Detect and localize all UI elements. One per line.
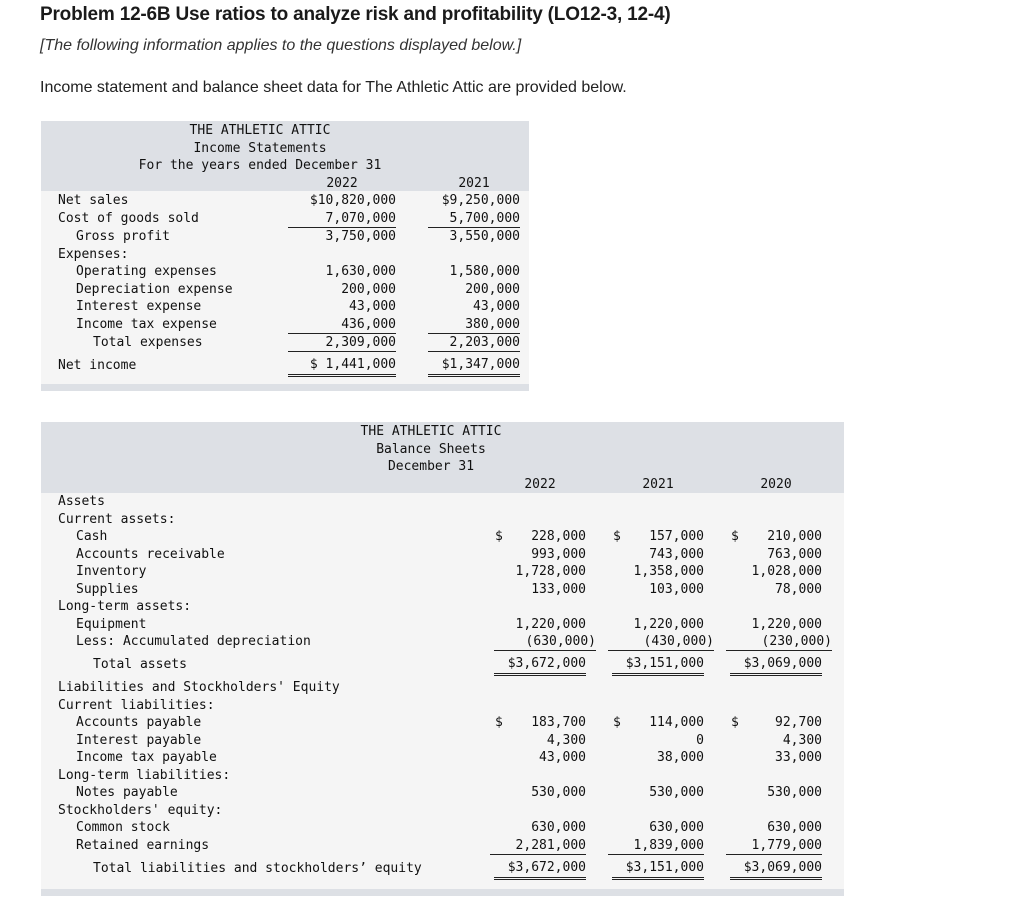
bs-label-equipment: Equipment <box>76 617 147 632</box>
bs-total-assets-2021: $3,151,000 <box>612 655 704 676</box>
bs-label-current-assets: Current assets: <box>58 512 176 527</box>
bs-label-long-term-liab: Long-term liabilities: <box>58 768 231 783</box>
bs-label-notes-payable: Notes payable <box>76 785 178 800</box>
bs-inventory-2021: 1,358,000 <box>633 564 704 579</box>
is-cogs-2022: 7,070,000 <box>288 210 396 228</box>
is-label-gross-profit: Gross profit <box>76 229 170 244</box>
is-label-tax: Income tax expense <box>76 317 217 332</box>
is-total-expenses-2021: 2,203,000 <box>428 334 520 352</box>
bs-int-payable-2022: 4,300 <box>546 733 586 748</box>
is-label-cogs: Cost of goods sold <box>58 211 199 226</box>
problem-title: Problem 12-6B Use ratios to analyze risk and profitability (LO12-3, 12-4) <box>40 4 671 25</box>
bs-label-total-assets: Total assets <box>93 657 187 672</box>
bs-ap-2022: 183,700 <box>531 715 586 730</box>
is-label-total-expenses: Total expenses <box>93 335 203 350</box>
bs-label-long-term-assets: Long-term assets: <box>58 599 192 614</box>
is-label-operating: Operating expenses <box>76 264 217 279</box>
bs-notes-payable-2021: 530,000 <box>649 785 704 800</box>
bs-inventory-2022: 1,728,000 <box>515 564 586 579</box>
is-period: For the years ended December 31 <box>138 158 382 173</box>
bs-cash-2022: 228,000 <box>531 529 586 544</box>
bs-equipment-2022: 1,220,000 <box>515 617 586 632</box>
bs-inventory-2020: 1,028,000 <box>751 564 822 579</box>
bs-label-total-le: Total liabilities and stockholders’ equity <box>93 861 422 876</box>
is-interest-2021: 43,000 <box>473 299 520 314</box>
bs-ap-2020: 92,700 <box>775 715 822 730</box>
bs-supplies-2022: 133,000 <box>531 582 586 597</box>
bs-label-current-liab: Current liabilities: <box>58 698 215 713</box>
is-net-sales-2022: $10,820,000 <box>309 193 396 208</box>
bs-total-assets-2020: $3,069,000 <box>730 655 822 676</box>
bs-cash-2021: 157,000 <box>649 529 704 544</box>
bs-label-tax-payable: Income tax payable <box>76 750 217 765</box>
bs-total-assets-2022: $3,672,000 <box>494 655 586 676</box>
bs-accum-dep-2022: (630,000) <box>494 633 596 651</box>
bs-total-le-2021: $3,151,000 <box>612 859 704 880</box>
bs-label-equity: Stockholders' equity: <box>58 803 223 818</box>
bs-tax-payable-2021: 38,000 <box>657 750 704 765</box>
is-cogs-2021: 5,700,000 <box>428 210 520 228</box>
bs-label-supplies: Supplies <box>76 582 139 597</box>
is-label-expenses: Expenses: <box>58 247 129 262</box>
is-year-2021: 2021 <box>458 176 490 191</box>
is-total-expenses-2022: 2,309,000 <box>288 334 396 352</box>
bs-total-le-2020: $3,069,000 <box>730 859 822 880</box>
bs-company-name: THE ATHLETIC ATTIC <box>360 424 502 439</box>
bs-ar-2022: 993,000 <box>531 547 586 562</box>
bs-label-int-payable: Interest payable <box>76 733 202 748</box>
is-company-name: THE ATHLETIC ATTIC <box>189 123 331 138</box>
bs-retained-2021: 1,839,000 <box>608 837 704 855</box>
bs-total-le-2022: $3,672,000 <box>494 859 586 880</box>
bs-notes-payable-2020: 530,000 <box>767 785 822 800</box>
is-net-income-2021: $1,347,000 <box>428 356 520 377</box>
is-statement-name: Income Statements <box>193 141 327 156</box>
bs-int-payable-2020: 4,300 <box>782 733 822 748</box>
bs-label-inventory: Inventory <box>76 564 147 579</box>
is-tax-2021: 380,000 <box>428 316 520 334</box>
is-depreciation-2021: 200,000 <box>465 282 520 297</box>
is-gross-profit-2022: 3,750,000 <box>325 229 396 244</box>
bs-statement-name: Balance Sheets <box>376 442 486 457</box>
bs-dollar-cash-2021: $ <box>613 529 621 544</box>
problem-subtitle: [The following information applies to the questions displayed below.] <box>40 37 522 54</box>
bs-ap-2021: 114,000 <box>649 715 704 730</box>
bs-label-ar: Accounts receivable <box>76 547 225 562</box>
bs-year-2022: 2022 <box>524 477 556 492</box>
bs-dollar-ap-2022: $ <box>495 715 503 730</box>
intro-text: Income statement and balance sheet data for The Athletic Attic are provided below. <box>40 79 627 96</box>
bs-label-liab-equity: Liabilities and Stockholders' Equity <box>58 680 340 695</box>
bs-equipment-2020: 1,220,000 <box>751 617 822 632</box>
bs-label-common-stock: Common stock <box>76 820 170 835</box>
bs-dollar-cash-2022: $ <box>495 529 503 544</box>
bs-label-accum-dep: Less: Accumulated depreciation <box>76 634 311 649</box>
bs-supplies-2020: 78,000 <box>775 582 822 597</box>
is-gross-profit-2021: 3,550,000 <box>449 229 520 244</box>
bs-common-stock-2020: 630,000 <box>767 820 822 835</box>
is-label-depreciation: Depreciation expense <box>76 282 233 297</box>
bs-year-2020: 2020 <box>760 477 792 492</box>
bs-tax-payable-2020: 33,000 <box>775 750 822 765</box>
bs-date: December 31 <box>387 459 475 474</box>
bs-int-payable-2021: 0 <box>696 733 704 748</box>
bs-ar-2020: 763,000 <box>767 547 822 562</box>
bs-common-stock-2021: 630,000 <box>649 820 704 835</box>
bs-year-2021: 2021 <box>642 477 674 492</box>
bs-label-cash: Cash <box>76 529 108 544</box>
bs-label-assets: Assets <box>58 494 105 509</box>
bs-notes-payable-2022: 530,000 <box>531 785 586 800</box>
is-net-income-2022: $ 1,441,000 <box>288 356 396 377</box>
bs-retained-2020: 1,779,000 <box>726 837 822 855</box>
is-operating-2021: 1,580,000 <box>449 264 520 279</box>
bs-tax-payable-2022: 43,000 <box>539 750 586 765</box>
is-depreciation-2022: 200,000 <box>341 282 396 297</box>
is-label-net-sales: Net sales <box>58 193 129 208</box>
is-net-sales-2021: $9,250,000 <box>441 193 520 208</box>
bs-label-ap: Accounts payable <box>76 715 202 730</box>
bs-ar-2021: 743,000 <box>649 547 704 562</box>
bs-supplies-2021: 103,000 <box>649 582 704 597</box>
is-interest-2022: 43,000 <box>349 299 396 314</box>
bs-dollar-ap-2021: $ <box>613 715 621 730</box>
bs-common-stock-2022: 630,000 <box>531 820 586 835</box>
bs-accum-dep-2020: (230,000) <box>726 633 832 651</box>
bs-dollar-ap-2020: $ <box>731 715 739 730</box>
bs-accum-dep-2021: (430,000) <box>608 633 714 651</box>
bs-equipment-2021: 1,220,000 <box>633 617 704 632</box>
is-label-net-income: Net income <box>58 358 137 373</box>
is-label-interest: Interest expense <box>76 299 202 314</box>
bs-dollar-cash-2020: $ <box>731 529 739 544</box>
is-operating-2022: 1,630,000 <box>325 264 396 279</box>
bs-retained-2022: 2,281,000 <box>490 837 586 855</box>
is-year-2022: 2022 <box>326 176 358 191</box>
bs-label-retained: Retained earnings <box>76 838 210 853</box>
is-tax-2022: 436,000 <box>288 316 396 334</box>
bs-cash-2020: 210,000 <box>767 529 822 544</box>
